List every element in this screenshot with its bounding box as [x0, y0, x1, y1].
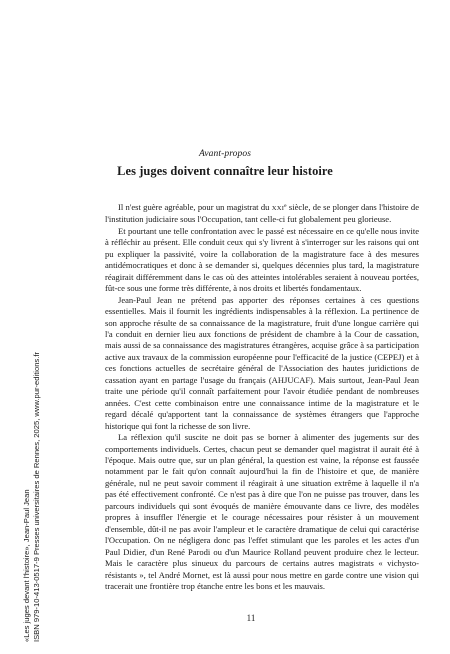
copyright-line-title: «Les juges devant l'histoire», Jean-Paul Jean: [22, 489, 31, 642]
paragraph-1-end: siècle, de se plonger dans l'histoire de l'institution judiciaire sous l'Occupation, tant celle-ci fut globalement peu glorieuse.: [105, 202, 419, 225]
page-number: 11: [246, 613, 256, 623]
paragraph-1: [105, 201, 419, 226]
paragraph-1-start: Il n'est guère agréable, pour un magistrat du: [118, 202, 272, 212]
paragraph-4: La réflexion qu'il suscite ne doit pas se borner à alimenter des jugements sur des comportements individuels. Certes, chacun peut se demander quel magistrat il aurait été à l'époque. Mais outre que, sur un plan général, la question est vaine, la réponse est faussée notamment par le fait qu'on connaît aujourd'hui la fin de l'histoire et que, de manière générale, nul ne peut savoir comment il réagirait à une situation extrême à laquelle il n'a pas été effectivement confronté. Ce n'est pas à dire que l'on ne puisse pas trouver, dans les parcours individuels qui sont évoqués de manière émouvante dans ce livre, des modèles propres à insuffler l'énergie et le courage nécessaires pour résister à un mouvement d'ensemble, dût-il ne pas avoir l'ampleur et le caractère dramatique de celui qui caractérise l'Occupation. On ne négligera donc pas l'effet stimulant que les paroles et les actes d'un Paul Didier, d'un René Parodi ou d'un Maurice Rolland peuvent produire chez le lecteur. Mais le caractère plus sinueux du parcours de certains autres magistrats « vichysto-résistants », tel André Mornet, est là aussi pour nous mettre en garde contre une vision qui tracerait une frontière trop étanche entre les bons et les mauvais.: [105, 432, 419, 591]
section-label: Avant-propos: [198, 149, 252, 159]
paragraph-3: Jean-Paul Jean ne prétend pas apporter des réponses certaines à ces questions essentielles. Mais il fournit les ingrédients indispensables à la réflexion. La pertinence de son approche résulte de sa connaissance de la magistrature, fruit d'une longue carrière qui l'a conduit en dernier lieu aux fonctions de président de chambre à la Cour de cassation, mais aussi de sa connaissance des magistratures étrangères, acquise grâce à sa participation active aux travaux de la commission européenne pour l'efficacité de la justice (CEPEJ) et à ces fonctions actuelles de secrétaire général de l'Association des hautes juridictions de cassation ayant en partage l'usage du français (AHJUCAF). Mais surtout, Jean-Paul Jean traite une période qu'il connaît parfaitement pour l'avoir étudiée pendant de nombreuses années. C'est cette combinaison entre une connaissance intime de la magistrature et le regard décalé qu'apportent tant la connaissance de systèmes étrangers que l'approche historique qui font la richesse de son livre.: [105, 294, 419, 431]
century-superscript: e: [284, 203, 287, 209]
copyright-notice: [22, 352, 41, 642]
body-text: [105, 201, 419, 592]
copyright-line-isbn: ISBN 979-10-413-0517-9 Presses universitaires de Rennes, 2025, www.pur-editions.fr: [31, 352, 41, 642]
paragraph-2: Et pourtant une telle confrontation avec le passé est nécessaire en ce qu'elle nous invite à réfléchir au présent. Elle conduit ceux qui s'y livrent à s'interroger sur les raisons qui ont pu expliquer la passivité, voire la collaboration de la magistrature face à des mesures antidémocratiques et donc à se demander si, quelques décennies plus tard, la magistrature réagirait différemment dans le cas où des atteintes intolérables seraient à nouveau portées, fût-ce sous une forme très différente, à nos droits et libertés fondamentaux.: [105, 225, 419, 294]
chapter-title: Les juges doivent connaître leur histoire: [117, 164, 333, 178]
century-numeral: XXI: [271, 205, 285, 212]
